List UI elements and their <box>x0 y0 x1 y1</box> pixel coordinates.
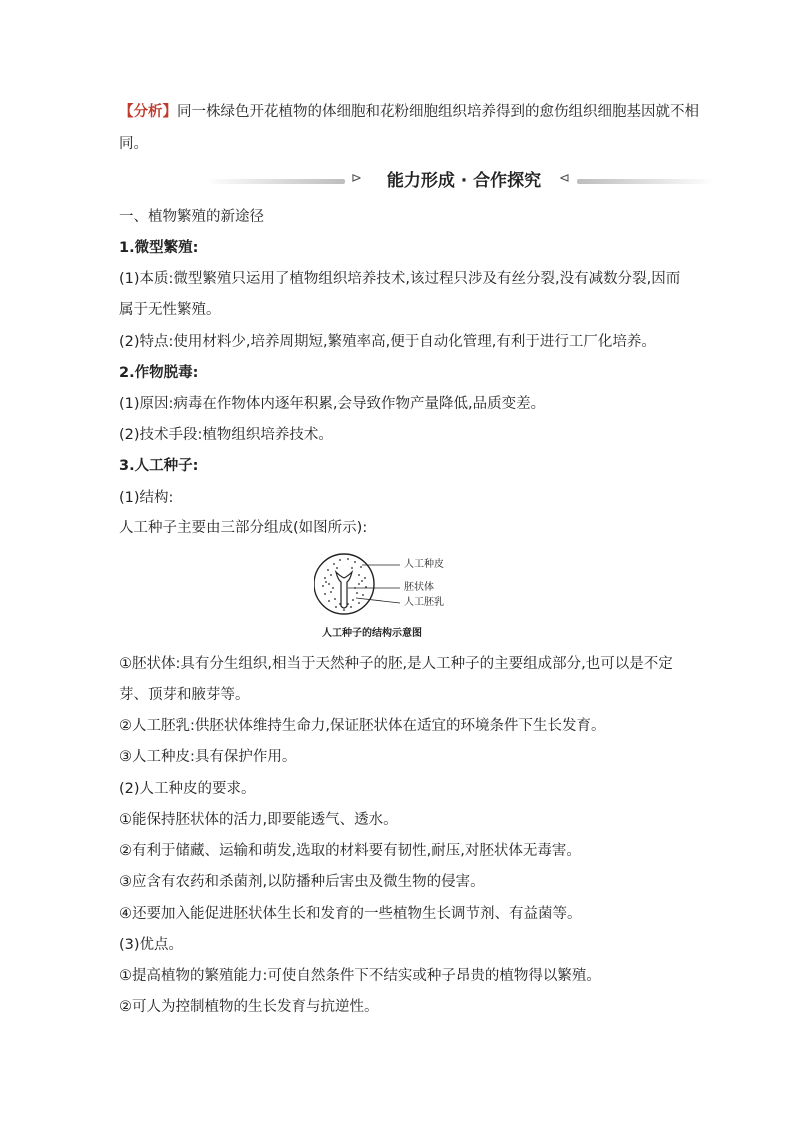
figure-caption: 人工种子的结构示意图 <box>322 628 422 639</box>
heading-micro-propagation: 1.微型繁殖: <box>119 240 199 256</box>
embryoid-desc-line-2: 芽、顶芽和腋芽等。 <box>119 687 250 703</box>
triangle-left-icon: ⊲ <box>559 171 570 186</box>
endosperm-desc: ②人工胚乳:供胚状体维持生命力,保证胚状体在适宜的环境条件下生长发育。 <box>119 718 606 734</box>
requirement-3: ③应含有农药和杀菌剂,以防播种后害虫及微生物的侵害。 <box>119 874 485 890</box>
analysis-tag: 【分析】 <box>119 104 177 120</box>
micro-essence-line-1: (1)本质:微型繁殖只运用了植物组织培养技术,该过程只涉及有丝分裂,没有减数分裂,因而 <box>119 271 681 287</box>
detox-method: (2)技术手段:植物组织培养技术。 <box>119 427 333 443</box>
analysis-text: 同一株绿色开花植物的体细胞和花粉细胞组织培养得到的愈伤组织细胞基因就不相 <box>177 104 699 120</box>
label-seed-coat: 人工种皮 <box>404 559 444 570</box>
seed-intro: 人工种子主要由三部分组成(如图所示): <box>119 520 368 536</box>
banner-bar-left <box>205 179 345 184</box>
banner-title: 能力形成 · 合作探究 <box>386 171 542 191</box>
advantage-1: ①提高植物的繁殖能力:可使自然条件下不结实或种子昂贵的植物得以繁殖。 <box>119 968 601 984</box>
banner-bar-right <box>577 179 715 184</box>
requirement-4: ④还要加入能促进胚状体生长和发育的一些植物生长调节剂、有益菌等。 <box>119 906 582 922</box>
section-banner <box>205 168 715 194</box>
embryoid-desc-line-1: ①胚状体:具有分生组织,相当于天然种子的胚,是人工种子的主要组成部分,也可以是不定 <box>119 656 673 672</box>
requirement-1: ①能保持胚状体的活力,即要能透气、透水。 <box>119 812 398 828</box>
advantage-2: ②可人为控制植物的生长发育与抗逆性。 <box>119 999 379 1015</box>
advantages-title: (3)优点。 <box>119 937 184 953</box>
requirement-2: ②有利于储藏、运输和萌发,选取的材料要有韧性,耐压,对胚状体无毒害。 <box>119 843 581 859</box>
coat-requirements-title: (2)人工种皮的要求。 <box>119 781 256 797</box>
detox-cause: (1)原因:病毒在作物体内逐年积累,会导致作物产量降低,品质变差。 <box>119 396 546 412</box>
analysis-line-1 <box>119 102 699 122</box>
label-embryoid: 胚状体 <box>404 582 434 593</box>
micro-essence-line-2: 属于无性繁殖。 <box>119 302 221 318</box>
section-title: 一、植物繁殖的新途径 <box>119 209 264 225</box>
seed-diagram <box>314 548 484 624</box>
artificial-seed-figure <box>314 548 484 640</box>
label-endosperm: 人工胚乳 <box>404 597 444 608</box>
seed-structure-title: (1)结构: <box>119 490 174 506</box>
heading-detox: 2.作物脱毒: <box>119 365 199 381</box>
micro-feature: (2)特点:使用材料少,培养周期短,繁殖率高,便于自动化管理,有利于进行工厂化培养。 <box>119 334 656 350</box>
triangle-right-icon: ⊳ <box>351 171 362 186</box>
analysis-line-2: 同。 <box>119 136 148 152</box>
heading-artificial-seed: 3.人工种子: <box>119 458 199 474</box>
coat-desc: ③人工种皮:具有保护作用。 <box>119 749 297 765</box>
